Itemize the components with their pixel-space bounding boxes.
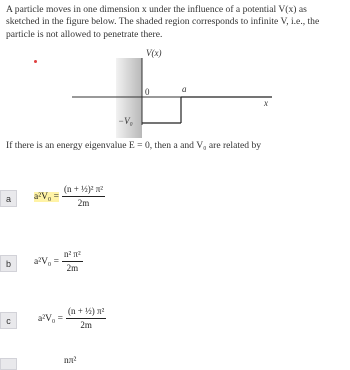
option-c-numerator: (n + ½) π² (66, 306, 106, 319)
problem-line-3: particle is not allowed to penetrate there. (6, 28, 163, 40)
origin-label: 0 (145, 87, 150, 97)
option-b-numerator: n² π² (62, 249, 83, 262)
option-d-formula[interactable] (64, 356, 76, 366)
problem-line-1: A particle moves in one dimension x under the influence of a potential V(x) as (6, 4, 307, 15)
option-d-badge[interactable] (0, 358, 17, 370)
option-a-numerator: (n + ½)² π² (62, 184, 105, 197)
problem-line-2: sketched in the figure below. The shaded region corresponds to infinite V, i.e., the (6, 16, 320, 28)
option-a-formula[interactable] (34, 184, 105, 209)
infinite-potential-region (116, 58, 142, 138)
option-b-badge[interactable]: b (0, 255, 17, 272)
option-a-lhs: a²V₀ = (34, 191, 59, 202)
y-axis-label: V(x) (146, 48, 162, 58)
option-c-fraction (66, 306, 106, 331)
option-b-denominator: 2m (66, 263, 79, 273)
a-label: a (182, 84, 187, 94)
option-b-fraction (62, 249, 83, 274)
option-d-numerator: nπ² (64, 356, 77, 366)
option-a-fraction (62, 184, 105, 209)
option-a-badge[interactable]: a (0, 190, 17, 207)
question-text: If there is an energy eigenvalue E = 0, then a and V₀ are related by (6, 140, 262, 151)
option-b-formula[interactable] (34, 249, 83, 274)
option-c-formula[interactable] (38, 306, 106, 331)
option-b-lhs: a²V₀ = (34, 256, 59, 267)
x-axis-label: x (264, 98, 268, 108)
option-c-denominator: 2m (80, 320, 92, 330)
option-c-badge[interactable]: c (0, 312, 17, 329)
option-c-lhs: a²V₀ = (38, 313, 63, 324)
depth-label: −V₀ (118, 116, 133, 126)
option-a-denominator: 2m (77, 198, 90, 208)
